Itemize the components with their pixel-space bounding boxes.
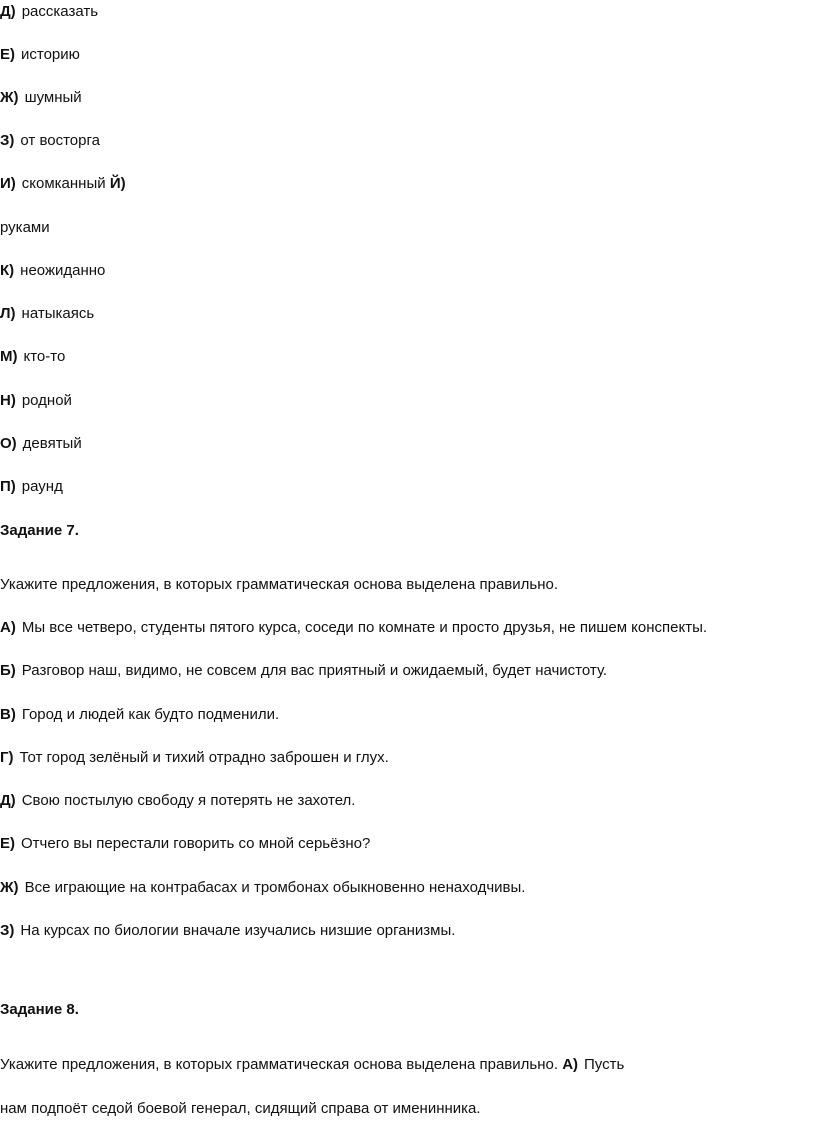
list-item: [0, 132, 100, 150]
item-label: Д): [0, 792, 16, 809]
task7-item-e: [0, 835, 370, 853]
item-text: Тот город зелёный и тихий отрадно заброшен и глух.: [19, 749, 389, 766]
task7-item-g: [0, 749, 389, 767]
task7-item-zh: [0, 879, 525, 897]
task8-instruction: [0, 1056, 624, 1074]
item-label: З): [0, 922, 15, 939]
item-label: Ж): [0, 89, 19, 106]
item-text: от восторга: [20, 132, 100, 149]
task7-item-b: [0, 662, 607, 680]
task7-title: Задание 7.: [0, 522, 79, 539]
item-text: натыкаясь: [21, 305, 95, 322]
item-text: Свою постылую свободу я потерять не захотел.: [21, 792, 356, 809]
task7-item-z: [0, 922, 455, 940]
task7-item-d: [0, 792, 355, 810]
list-item: [0, 478, 63, 496]
task7-item-a: [0, 619, 707, 637]
list-item: [0, 89, 82, 107]
item-text: кто-то: [23, 348, 66, 365]
item-text: руками: [0, 219, 50, 236]
list-item: [0, 3, 98, 21]
item-label: Н): [0, 392, 16, 409]
item-text: скомканный: [21, 175, 106, 192]
list-item: [0, 262, 105, 280]
item-label: П): [0, 478, 16, 495]
item-text: раунд: [21, 478, 63, 495]
list-item: [0, 348, 65, 366]
item-text: Мы все четверо, студенты пятого курса, соседи по комнате и просто друзья, не пишем конспекты.: [21, 619, 708, 636]
list-item: [0, 175, 126, 193]
task8-title: Задание 8.: [0, 1001, 79, 1018]
item-label: А): [0, 619, 16, 636]
list-item: [0, 305, 94, 323]
item-label: К): [0, 262, 15, 279]
task7-instruction: Укажите предложения, в которых грамматическая основа выделена правильно.: [0, 576, 559, 593]
item-text: рассказать: [21, 3, 99, 20]
item-label: Ж): [0, 879, 19, 896]
item-label: З): [0, 132, 15, 149]
item-label: Е): [0, 835, 15, 852]
item-label: О): [0, 435, 17, 452]
item-label: А): [562, 1056, 579, 1073]
item-text: Разговор наш, видимо, не совсем для вас приятный и ожидаемый, будет начистоту.: [21, 662, 608, 679]
item-text: родной: [21, 392, 72, 409]
list-item: [0, 46, 80, 64]
item-label: М): [0, 348, 18, 365]
item-text: Все играющие на контрабасах и тромбонах обыкновенно ненаходчивы.: [24, 879, 526, 896]
list-item: [0, 219, 50, 237]
instruction-text: Укажите предложения, в которых грамматическая основа выделена правильно.: [0, 1056, 559, 1073]
item-label: Е): [0, 46, 15, 63]
list-item: [0, 392, 72, 410]
task7-item-v: [0, 706, 279, 724]
item-label: Б): [0, 662, 16, 679]
item-text: историю: [21, 46, 80, 63]
item-label: Г): [0, 749, 14, 766]
item-label: В): [0, 706, 16, 723]
item-label: И): [0, 175, 16, 192]
list-item: [0, 435, 82, 453]
item-text: Город и людей как будто подменили.: [21, 706, 280, 723]
item-label: Л): [0, 305, 16, 322]
item-text: Пусть: [584, 1056, 625, 1073]
item-text: На курсах по биологии вначале изучались низшие организмы.: [20, 922, 456, 939]
item-trail-label: Й): [109, 175, 126, 192]
item-text: девятый: [22, 435, 82, 452]
task8-item-a-continuation: нам подпоёт седой боевой генерал, сидящий справа от именинника.: [0, 1100, 481, 1117]
item-label: Д): [0, 3, 16, 20]
item-text: шумный: [24, 89, 82, 106]
item-text: неожиданно: [20, 262, 106, 279]
item-text: Отчего вы перестали говорить со мной серьёзно?: [21, 835, 371, 852]
